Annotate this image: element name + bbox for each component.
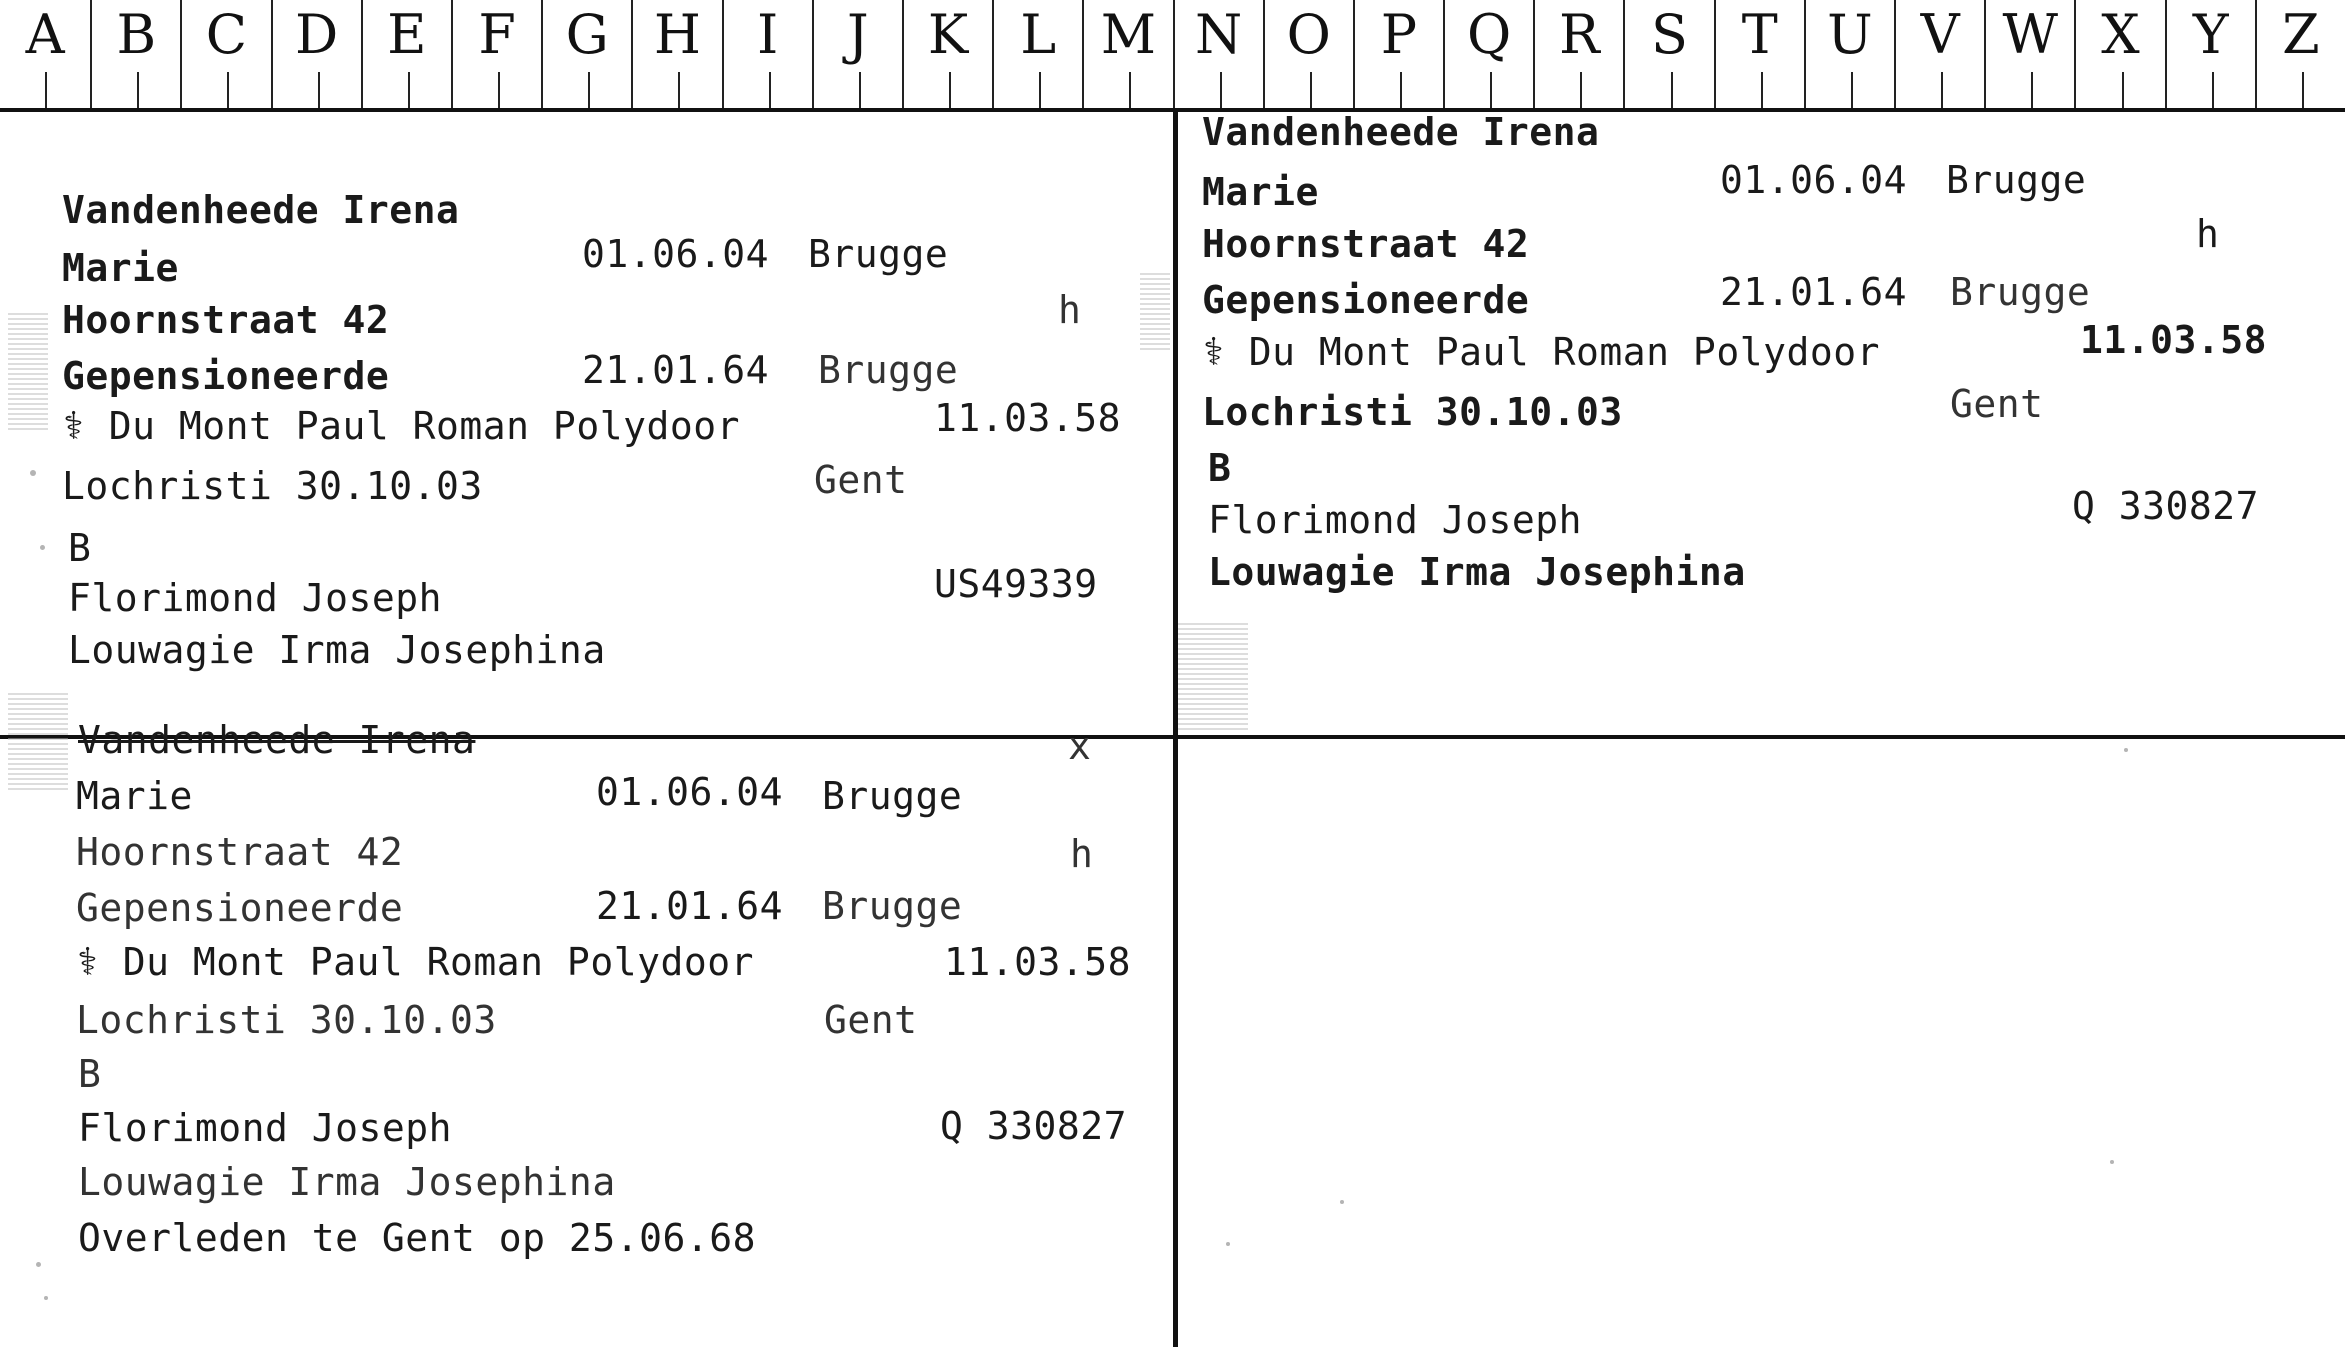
index-tick [1220, 72, 1222, 108]
index-tick [1490, 72, 1492, 108]
index-letter: P [1380, 3, 1418, 66]
card-name: Vandenheede Irena [1202, 110, 1600, 154]
index-letter: E [387, 3, 427, 66]
index-tick [2212, 72, 2214, 108]
index-tick [1941, 72, 1943, 108]
index-letter: O [1286, 3, 1331, 66]
index-letter-cell [1173, 0, 1263, 108]
index-tick [949, 72, 951, 108]
scan-speck [36, 1262, 41, 1267]
index-tick [498, 72, 500, 108]
card-birth-date: 01.06.04 [596, 770, 784, 814]
index-letter-cell [271, 0, 361, 108]
card-first-name: Marie [62, 246, 179, 290]
card-father: Florimond Joseph [78, 1106, 453, 1150]
card-birth-place: Brugge [1946, 158, 2087, 202]
card-occupation: Gepensioneerde [76, 886, 404, 930]
index-letter: Z [2282, 3, 2320, 66]
card-birth-place: Brugge [822, 774, 963, 818]
index-tick [678, 72, 680, 108]
index-letter-cell [1623, 0, 1713, 108]
index-tick [45, 72, 47, 108]
scan-smudge [1178, 620, 1248, 730]
index-tick [2031, 72, 2033, 108]
index-tick [859, 72, 861, 108]
index-letter-cell [451, 0, 541, 108]
card-mark-b: B [78, 1052, 102, 1096]
scan-speck [40, 545, 45, 550]
card-date-2: 21.01.64 [582, 348, 770, 392]
index-tick [1129, 72, 1131, 108]
index-letter: A [25, 3, 65, 66]
card-mother: Louwagie Irma Josephina [78, 1160, 616, 1204]
card-name: Vandenheede Irena [62, 188, 460, 232]
card-date-3: 11.03.58 [2080, 318, 2268, 362]
index-letter: L [1020, 3, 1057, 66]
index-letter-cell [1443, 0, 1533, 108]
index-letter: U [1827, 3, 1873, 66]
card-death-note: Overleden te Gent op 25.06.68 [78, 1216, 756, 1260]
index-letter: I [756, 3, 779, 66]
card-mark-b: B [68, 526, 92, 570]
index-tick [1039, 72, 1041, 108]
card-spouse: ⚕ Du Mont Paul Roman Polydoor [76, 940, 754, 984]
index-letter: W [2002, 3, 2059, 66]
index-letter-cell [2255, 0, 2345, 108]
scan-speck [30, 470, 36, 476]
card-occupation: Gepensioneerde [62, 354, 390, 398]
index-letter-cell [902, 0, 992, 108]
index-letter-cell [631, 0, 721, 108]
card-first-name: Marie [1202, 170, 1319, 214]
card-father: Florimond Joseph [68, 576, 443, 620]
scan-smudge [1140, 270, 1170, 350]
card-mark-h: h [1058, 288, 1082, 332]
card-spouse: ⚕ Du Mont Paul Roman Polydoor [62, 404, 740, 448]
index-letter: R [1559, 3, 1600, 66]
index-tick [1400, 72, 1402, 108]
card-mother: Louwagie Irma Josephina [1208, 550, 1746, 594]
scan-speck [2110, 1160, 2114, 1164]
index-letter: Q [1467, 3, 1512, 66]
scan-smudge [8, 310, 48, 430]
index-letter: V [1920, 3, 1960, 66]
card-date-2: 21.01.64 [1720, 270, 1908, 314]
card-birth-date: 01.06.04 [1720, 158, 1908, 202]
index-letter-cell [1804, 0, 1894, 108]
index-letter-cell [1533, 0, 1623, 108]
index-tick [1580, 72, 1582, 108]
index-tick [1851, 72, 1853, 108]
card-occupation: Gepensioneerde [1202, 278, 1530, 322]
index-letter: G [565, 3, 609, 66]
scan-speck [44, 1296, 48, 1300]
card-place-2: Brugge [822, 884, 963, 928]
card-spouse-origin: Lochristi 30.10.03 [76, 998, 497, 1042]
index-tick [769, 72, 771, 108]
index-letter: K [927, 3, 969, 66]
index-letter-cell [361, 0, 451, 108]
card-mark-h: h [2196, 212, 2220, 256]
index-letter: M [1100, 3, 1157, 66]
card-ref-number: US49339 [934, 562, 1098, 606]
card-father: Florimond Joseph [1208, 498, 1583, 542]
index-tick [2302, 72, 2304, 108]
index-tick [1310, 72, 1312, 108]
index-letter-cell [812, 0, 902, 108]
index-letter-cell [1263, 0, 1353, 108]
index-letter-cell [722, 0, 812, 108]
index-letter-cell [541, 0, 631, 108]
index-letter-cell [1714, 0, 1804, 108]
alphabet-index-strip [0, 0, 2345, 112]
card-place-2: Brugge [1950, 270, 2091, 314]
card-first-name: Marie [76, 774, 193, 818]
card-ref-number: Q 330827 [940, 1104, 1128, 1148]
card-spouse: ⚕ Du Mont Paul Roman Polydoor [1202, 330, 1880, 374]
card-mark-h: h [1070, 832, 1094, 876]
index-letter: D [295, 3, 339, 66]
card-spouse-place: Gent [1950, 382, 2044, 426]
card-mark-x: x [1068, 724, 1092, 768]
index-letter: S [1651, 3, 1689, 66]
card-spouse-origin: Lochristi 30.10.03 [62, 464, 483, 508]
card-address: Hoornstraat 42 [76, 830, 404, 874]
index-letter: C [205, 3, 248, 66]
index-tick [588, 72, 590, 108]
card-address: Hoornstraat 42 [1202, 222, 1530, 266]
scan-speck [2124, 748, 2128, 752]
card-spouse-place: Gent [814, 458, 908, 502]
index-letter-cell [1894, 0, 1984, 108]
index-letter: F [478, 3, 516, 66]
card-date-2: 21.01.64 [596, 884, 784, 928]
index-tick [1761, 72, 1763, 108]
index-letter: J [846, 3, 869, 66]
index-letter-cell [0, 0, 90, 108]
index-letter: T [1741, 3, 1778, 66]
index-tick [2122, 72, 2124, 108]
card-date-3: 11.03.58 [934, 396, 1122, 440]
scan-smudge [8, 690, 68, 790]
card-birth-date: 01.06.04 [582, 232, 770, 276]
scan-speck [1226, 1242, 1230, 1246]
index-letter-cell [1353, 0, 1443, 108]
index-letter-cell [2074, 0, 2164, 108]
card-mother: Louwagie Irma Josephina [68, 628, 606, 672]
index-letter: X [2101, 3, 2140, 66]
card-name: Vandenheede Irena [78, 718, 476, 762]
card-spouse-origin: Lochristi 30.10.03 [1202, 390, 1623, 434]
index-tick [1671, 72, 1673, 108]
index-letter-cell [1082, 0, 1172, 108]
card-ref-number: Q 330827 [2072, 484, 2260, 528]
index-letter: Y [2192, 3, 2229, 66]
index-tick [408, 72, 410, 108]
index-letter-cell [2165, 0, 2255, 108]
index-letter: H [653, 3, 701, 66]
index-letter-cell [180, 0, 270, 108]
card-address: Hoornstraat 42 [62, 298, 390, 342]
index-letter-cell [992, 0, 1082, 108]
index-letter-cell [1984, 0, 2074, 108]
card-birth-place: Brugge [808, 232, 949, 276]
card-place-2: Brugge [818, 348, 959, 392]
scan-speck [1340, 1200, 1344, 1204]
index-tick [227, 72, 229, 108]
index-letter: N [1194, 3, 1243, 66]
index-tick [318, 72, 320, 108]
card-mark-b: B [1208, 446, 1232, 490]
card-spouse-place: Gent [824, 998, 918, 1042]
card-date-3: 11.03.58 [944, 940, 1132, 984]
index-letter: B [116, 3, 157, 66]
index-tick [137, 72, 139, 108]
index-letter-cell [90, 0, 180, 108]
